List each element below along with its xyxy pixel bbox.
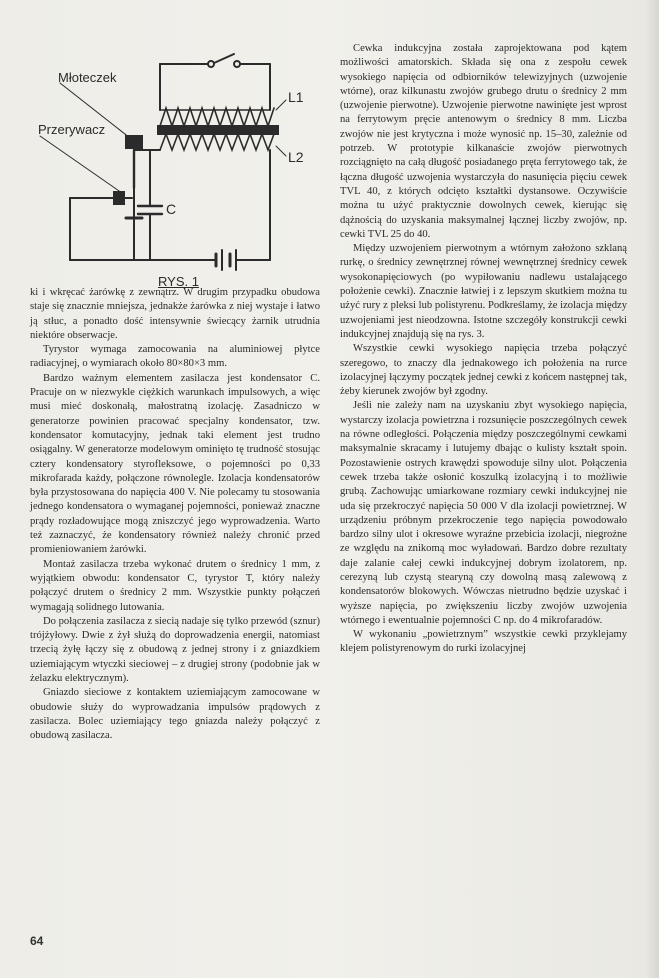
left-paragraph-2: Tyrystor wymaga zamocowania na aluminiowej płytce radiacyjnej, o wymiarach około 80×80×3 mm. — [30, 344, 320, 370]
right-paragraph-1: Cewka indukcyjna została zaprojektowana pod kątem możliwości amatorskich. Składa się ona z zespołu cewek wysokiego napięcia od odbiorników telewizyjnych (uzwojenie wtórne), oraz kilkunastu zwojów grubego drutu o średnicy 2 mm (uzwojenie pierwotne). Uzwojenie pierwotne nawinięte jest wprost na ferrytowym pręcie antenowym o średnicy 8 mm. Liczba zwojów nie jest krytyczna i może wynosić np. 15–30, zależnie od potrzeb. W prototypie kilkanaście zwojów pierwotnych rozciągnięto na całą długość posiadanego pręta ferrytowego tak, że łączna długość uzwojenia wystarczyła do nasunięcia pięciu cewek TVL 40, z których odcięto kształtki dystansowe. Oczywiście można tu użyć praktycznie dowolnych cewek, kierując się dążnością do uzyskania maksymalnej łącznej liczby zwojów, np. cewki TVL 25 do 40. — [340, 43, 627, 240]
secondary-winding-l2 — [160, 134, 274, 150]
label-l1: L1 — [288, 89, 304, 105]
right-paragraph-3: Wszystkie cewki wysokiego napięcia trzeba połączyć szeregowo, to znaczy dla jednakowego ich położenia na rurce izolacyjnej łączymy początek jednej cewki z końcem następnej tak, żeby kierunek zwojów był zgodny. — [340, 343, 627, 398]
figure-caption: RYS. 1 — [158, 274, 199, 288]
right-paragraph-5: W wykonaniu „powietrznym” wszystkie cewki przyklejamy klejem polistyrenowym do rurki izolacyjnej — [340, 629, 627, 655]
label-interrupter: Przerywacz — [38, 122, 106, 137]
label-hammer: Młoteczek — [58, 70, 117, 85]
circuit-diagram — [30, 38, 320, 288]
left-paragraph-5: Do połączenia zasilacza z siecią nadaje się tylko przewód (sznur) trójżyłowy. Dwie z żył służą do doprowadzenia energii, natomiast trzecią żyłę łączy się z obudową z jednej strony i z gniazdkiem uziemiającym wtyczki sieciowej – z drugiej strony (podobnie jak w żelazku elektrycznym). — [30, 615, 320, 685]
left-paragraph-1: ki i wkręcać żarówkę z zewnątrz. W drugim przypadku obudowa staje się znacznie mniejsza, jednakże żarówka z niej wystaje i łatwo ją stłuc, a ponadto dość intensywnie świecący żarnik utrudnia niektóre obserwacje. — [30, 287, 320, 341]
ferrite-core — [158, 126, 278, 134]
right-text-column — [340, 42, 627, 657]
l2-leader — [276, 146, 286, 156]
l1-leader — [276, 100, 286, 110]
page-number: 64 — [30, 934, 44, 948]
circuit-svg — [30, 38, 320, 288]
switch-lever — [214, 54, 234, 63]
label-l2: L2 — [288, 149, 304, 165]
right-paragraph-4: Jeśli nie zależy nam na uzyskaniu zbyt wysokiego napięcia, wystarczy izolacja powietrzna i rozsunięcie poszczególnych cewek na równe odległości. Połączenia między poszczególnymi cewkami maksymalnie skracamy i lutujemy dbając o kulisty kształt spoin. Pozostawienie ostrych krawędzi spowoduje silny ulot. Połączenia cewek trzeba także osłonić koszulką izolacyjną i to możliwie grubą. Zachowując umiarkowane rozmiary cewki indukcyjnej nie uda się przekroczyć napięcia 50 000 V dla izolacji powietrznej. W urządzeniu próbnym przekroczenie tego napięcia powodowało bardzo silny ulot i okresowe wyraźne przebicia izolacji, niegroźne ze względu na znikomą moc wyładowań. Bardzo dobre rezultaty daje zalanie całej cewki indukcyjnej dobrym izolatorem, np. cerezyną lub czystą stearyną czy dowolną masą zalewową z kondensatorów blokowych. Wówczas nietrudno będzie uzyskać i wyższe napięcia, po zwiększeniu liczby zwojów uzwojenia wtórnego i ewentualnie pojemności C np. do 4 mikrofaradów. — [340, 400, 627, 626]
left-paragraph-3: Bardzo ważnym elementem zasilacza jest kondensator C. Pracuje on w niezwykle ciężkich warunkach impulsowych, a więc musi mieć doskonałą, małostratną izolację. Zasadniczo w generatorze powinien pracować specjalny kondensator, tzw. kondensator komutacyjny, jednak taki element jest trudno osiągalny. W generatorze modelowym ominięto tę trudność stosując cztery kondensatory styrofleksowe, o pojemności po 0,33 mikrofarada każdy, połączone równolegle. Izolacja kondensatorów była przystosowana do napięcia 400 V. Nie polecamy tu stosowania jednego kondensatora o wymaganej pojemności, ponieważ znaczne prądy rozładowujące mogą zniszczyć jego wyprowadzenia. Warto też zaznaczyć, że kondensatory również należy chronić przed promieniowaniem żarówki. — [30, 372, 320, 556]
left-paragraph-6: Gniazdo sieciowe z kontaktem uziemiającym zamocowane w obudowie służy do wyprowadzania impulsów prądowych z zasilacza. Bolec uziemiający tego gniazda należy połączyć z obudową zasilacza. — [30, 687, 320, 742]
interrupter-leader — [40, 136, 122, 193]
hammer-head — [126, 136, 142, 148]
left-paragraph-4: Montaż zasilacza trzeba wykonać drutem o średnicy 1 mm, z wyjątkiem obwodu: kondensator C, tyrystor T, który należy połączyć drutem o średnicy 2 mm. Wszystkie punkty połączeń wymagają solidnego lutowania. — [30, 558, 320, 613]
right-paragraph-2: Między uzwojeniem pierwotnym a wtórnym założono szklaną rurkę, o średnicy zewnętrznej równej wewnętrznej średnicy cewek wysokonapięciowych (po wypiłowaniu nadlewu ustalającego położenie cewki). Znacznie łatwiej i z lepszym skutkiem można tu użyć rury z pleksi lub polistyrenu. Podkreślamy, że izolacja między uzwojeniami jest nieodzowna. Istotne szczegóły konstrukcji cewki indukcyjnej znajdują się na rys. 3. — [340, 243, 627, 340]
left-text-column — [30, 286, 320, 744]
label-c: C — [166, 201, 177, 217]
interrupter-screw — [114, 192, 124, 204]
switch-contact-left — [208, 61, 214, 67]
page-edge-shadow — [645, 0, 659, 978]
